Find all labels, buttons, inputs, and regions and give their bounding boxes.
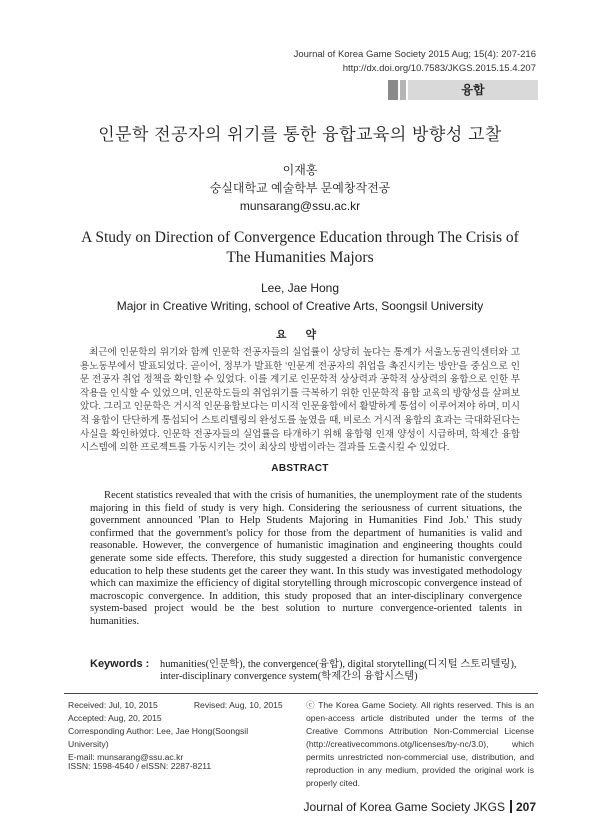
author-email[interactable]: munsarang@ssu.ac.kr <box>239 199 361 213</box>
keywords-block <box>90 658 530 682</box>
korean-affiliation: 숭실대학교 예술학부 문예창작전공 <box>209 181 391 195</box>
english-title: A Study on Direction of Convergence Education through The Crisis of The Humanities Majors <box>81 229 519 266</box>
article-history <box>68 699 290 764</box>
keywords-line-1: humanities(인문학), the convergence(융합), digital storytelling(디지털 스토리텔링), <box>160 659 517 670</box>
footnote-divider <box>64 693 538 694</box>
issn-line: ISSN: 1598-4540 / eISSN: 2287-8211 <box>68 761 212 771</box>
english-affiliation: Major in Creative Writing, school of Creative Arts, Soongsil University <box>116 299 484 313</box>
keywords-line-2: inter-disciplinary convergence system(학제간의 융합시스템) <box>160 671 418 682</box>
page-footer <box>304 800 536 814</box>
summary-heading: 요 약 <box>275 329 325 341</box>
footer-journal: Journal of Korea Game Society JKGS <box>303 800 505 814</box>
corresponding-author: Corresponding Author: Lee, Jae Hong(Soongsil University) <box>68 726 249 749</box>
abstract-text: Recent statistics revealed that with the crisis of humanities, the unemployment rate of the students majoring in this field of study is very high. Considering the seriousness of current situations, the government announced 'Plan to Help Students Majoring in Humanities Find Job.' This study confirmed that the government's policy for those from the department of humanities is valid and reasonable. However, the convergence of humanistic imagination and engineering thoughts could generate some side effects. Therefore, this study suggested a direction for humanistic convergence education to help these students get the career they want. In this study was investigated methodology which can maximize the efficiency of digital storytelling through microscopic convergence instead of macroscopic convergence. In addition, this study proposed that an inter-disciplinary convergence system-based project would be the best solution to nurture convergence-oriented talents in humanities. <box>90 490 522 627</box>
page-number: 207 <box>515 800 536 814</box>
received-date: Received: Jul, 10, 2015 <box>68 700 158 710</box>
korean-title: 인문학 전공자의 위기를 통한 융합교육의 방향성 고찰 <box>98 125 502 144</box>
journal-citation: Journal of Korea Game Society 2015 Aug; 15(4): 207-216 <box>293 49 536 60</box>
keywords-label: Keywords : <box>90 658 150 670</box>
abstract-heading: ABSTRACT <box>271 463 329 474</box>
summary-text: 최근에 인문학의 위기와 함께 인문학 전공자들의 실업률이 상당히 높다는 통계가 서울노동권익센터와 고용노동부에서 발표되었다. 곧이어, 정부가 발표한 '인문계 전공자의 취업을 촉진시키는 방안'을 중심으로 인문 전공자 취업 정책을 확인할 수 있었다. 이를 계기로 인문학적 상상력과 공학적 상상력의 융합으로 인한 부작용을 인식할 수 있었으며, 인문학도들의 취업위기를 극복하기 위한 인문학적 융합 교육의 방향성을 살펴보았다. 그리고 인문학은 거시적 인문융합보다는 미시적 인문융합에서 활발하게 통섭이 이루어져야 하며, 미시적 융합이 단단하게 통섭되어 스토리텔링의 완성도를 높였을 때, 비로소 거시적 융합의 효과는 극대화된다는 사실을 확인하였다. 인문학 전공자들의 실업률을 타개하기 위해 융합형 인재 양성이 시급하며, 학제간 융합시스템에 의한 프로젝트를 가동시키는 것이 최상의 방법이라는 결과를 도출시킬 수 있었다. <box>80 347 521 454</box>
category-bar-mid <box>400 80 406 100</box>
doi-link[interactable]: http://dx.doi.org/10.7583/JKGS.2015.15.4.207 <box>342 63 536 74</box>
korean-author: 이재홍 <box>282 163 318 177</box>
accepted-date: Accepted: Aug, 20, 2015 <box>68 713 162 723</box>
category-bar-dark <box>388 80 398 100</box>
category-label: 융합 <box>408 80 538 100</box>
english-author: Lee, Jae Hong <box>260 281 340 295</box>
revised-date: Revised: Aug, 10, 2015 <box>193 700 283 710</box>
footer-separator <box>510 800 512 813</box>
license-notice: ⓒ The Korea Game Society. All rights reserved. This is an open-access article distributed under the terms of the Creative Commons Attribution Non-Commercial License (http://creativecommons.otg/licenses/by-nc/3.0), which permits unrestricted non-commercial use, distribution, and reproduction in any medium, provided the original work is properly cited. <box>306 700 534 788</box>
corresponding-email[interactable]: E-mail: munsarang@ssu.ac.kr <box>68 752 184 762</box>
